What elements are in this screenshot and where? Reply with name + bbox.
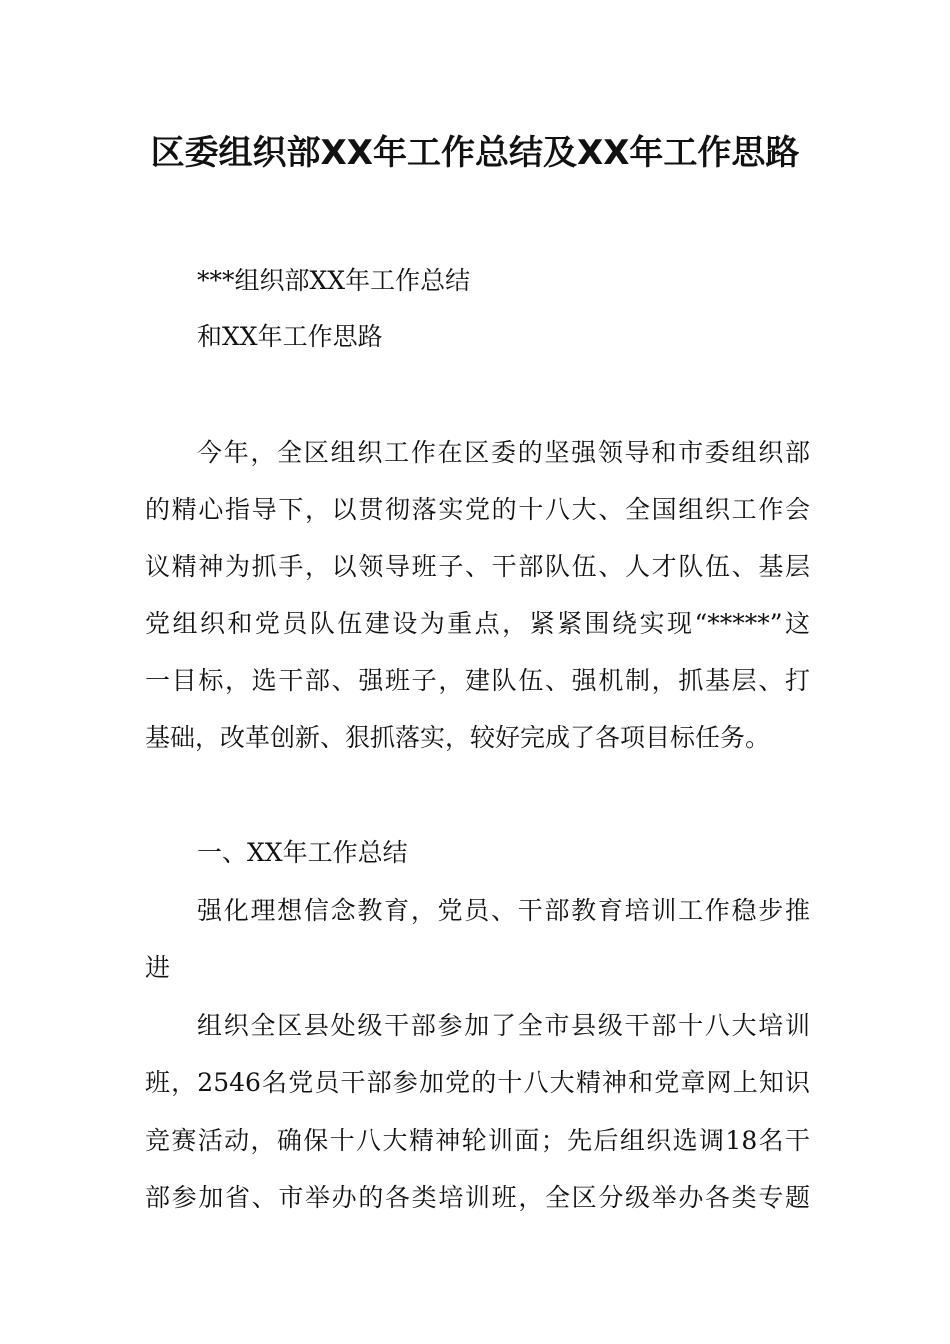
body-line: 班，2546名党员干部参加党的十八大精神和党章网上知识 — [145, 1068, 810, 1097]
section-heading: 一、XX年工作总结 — [197, 838, 408, 867]
document-title: 区委组织部XX年工作总结及XX年工作思路 — [150, 133, 800, 173]
section-subheading-line: 强化理想信念教育，党员、干部教育培训工作稳步推 — [197, 896, 810, 925]
subtitle-line-1: ***组织部XX年工作总结 — [197, 266, 471, 295]
body-line: 组织全区县处级干部参加了全市县级干部十八大培训 — [197, 1011, 810, 1040]
intro-line: 基础，改革创新、狠抓落实，较好完成了各项目标任务。 — [145, 723, 771, 752]
body-line: 竞赛活动，确保十八大精神轮训面；先后组织选调18名干 — [145, 1126, 810, 1155]
intro-line: 党组织和党员队伍建设为重点，紧紧围绕实现“*****”这 — [145, 609, 810, 638]
subtitle-line-2: 和XX年工作思路 — [197, 322, 383, 351]
body-line: 部参加省、市举办的各类培训班，全区分级举办各类专题 — [145, 1183, 810, 1212]
intro-line: 今年，全区组织工作在区委的坚强领导和市委组织部 — [197, 438, 810, 467]
section-subheading-line: 进 — [145, 953, 171, 982]
intro-line: 议精神为抓手，以领导班子、干部队伍、人才队伍、基层 — [145, 552, 810, 581]
intro-line: 一目标，选干部、强班子，建队伍、强机制，抓基层、打 — [145, 666, 810, 695]
intro-line: 的精心指导下，以贯彻落实党的十八大、全国组织工作会 — [145, 495, 810, 524]
